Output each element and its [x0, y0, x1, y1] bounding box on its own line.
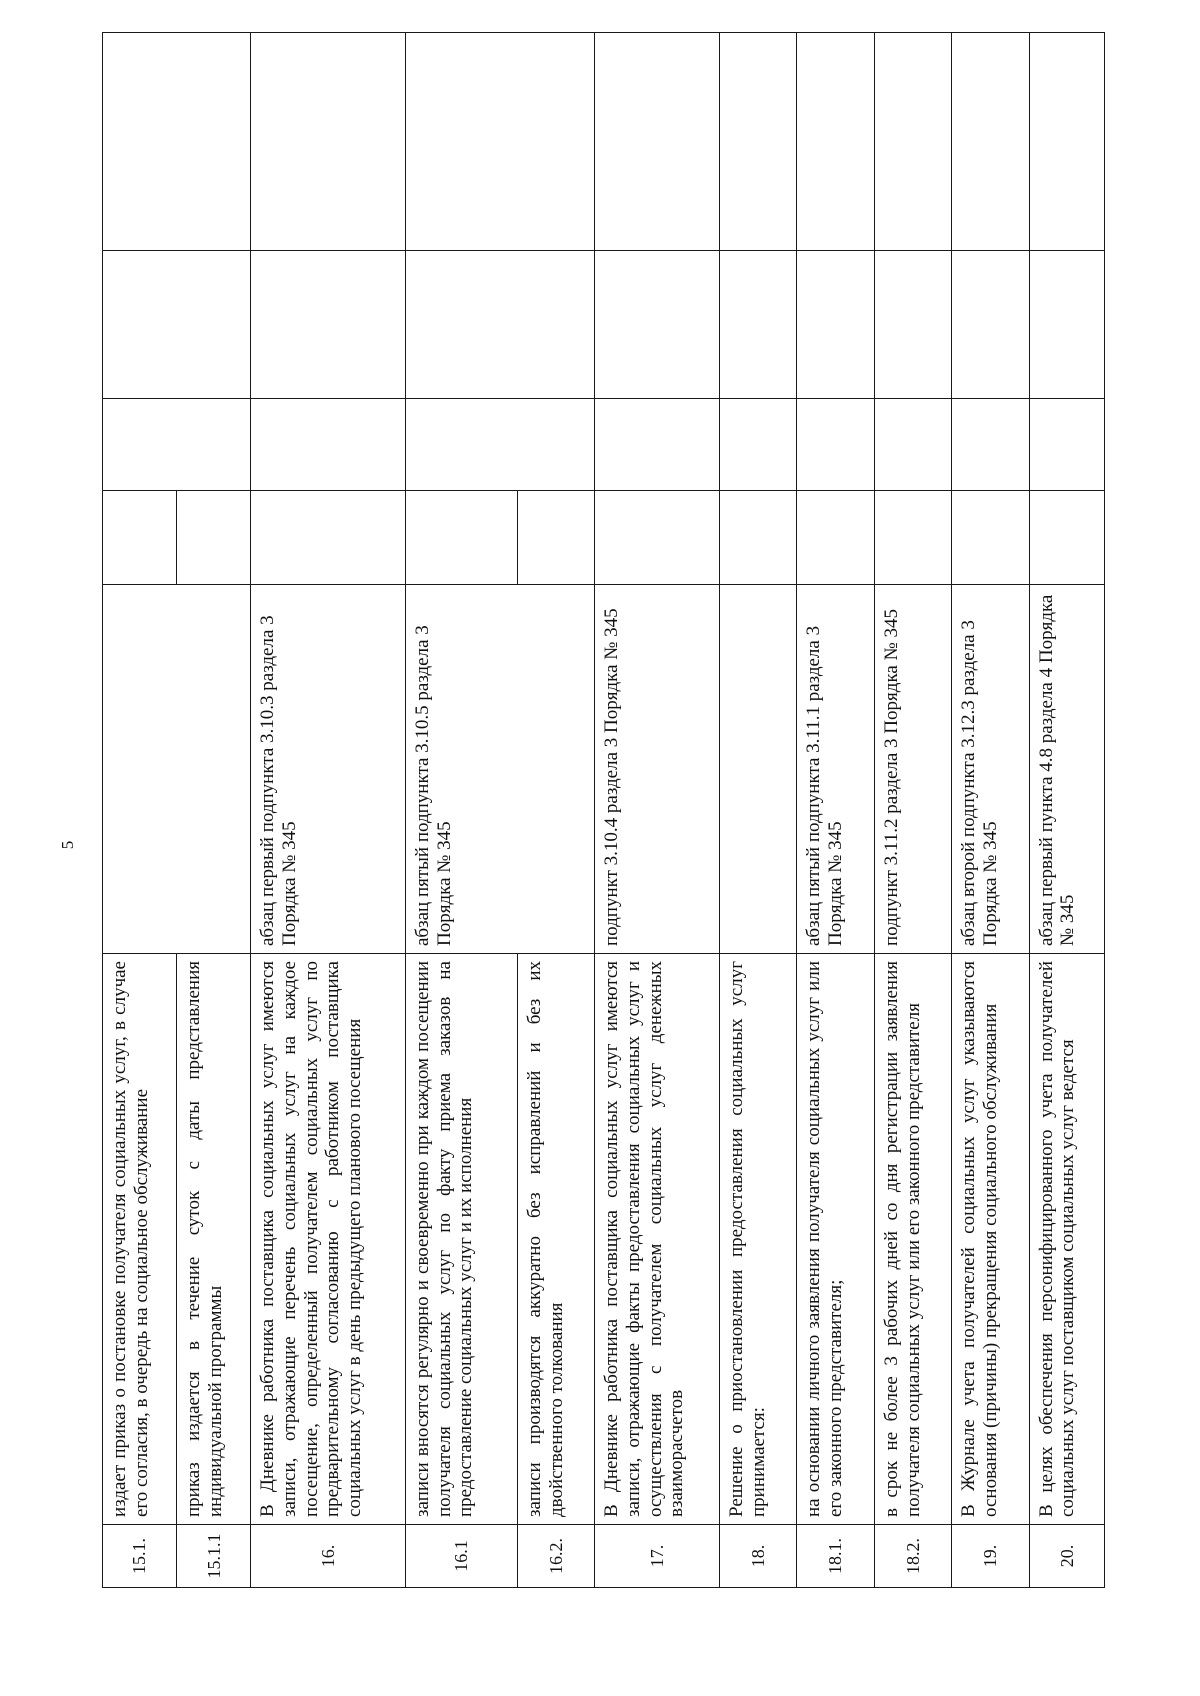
- row-number: 16.2.: [517, 1525, 594, 1588]
- row-reference: абзац первый подпункта 3.10.3 раздела 3 Порядка № 345: [251, 585, 406, 954]
- blank-cell: [797, 33, 874, 251]
- table-row: [595, 33, 720, 1588]
- row-reference: абзац первый пункта 4.8 раздела 4 Порядка № 345: [1029, 585, 1104, 954]
- blank-cell: [720, 399, 797, 491]
- blank-cell: [720, 491, 797, 585]
- blank-cell: [595, 251, 720, 399]
- blank-cell: [952, 399, 1029, 491]
- blank-cell: [103, 33, 251, 251]
- row-number: 15.1.1: [177, 1525, 251, 1588]
- blank-cell: [797, 491, 874, 585]
- blank-cell: [406, 491, 518, 585]
- blank-cell: [1029, 399, 1104, 491]
- blank-cell: [517, 491, 594, 585]
- blank-cell: [103, 491, 177, 585]
- blank-cell: [595, 491, 720, 585]
- blank-cell: [797, 399, 874, 491]
- table-row: [406, 33, 518, 1588]
- blank-cell: [251, 251, 406, 399]
- blank-cell: [595, 33, 720, 251]
- row-number: 16.1: [406, 1525, 518, 1588]
- row-text: записи производятся аккуратно без исправлений и без их двойственного толкования: [517, 954, 594, 1525]
- row-text: в срок не более 3 рабочих дней со дня регистрации заявления получателя социальных услуг или его законного представителя: [874, 954, 951, 1525]
- blank-cell: [720, 251, 797, 399]
- row-number: 15.1.: [103, 1525, 177, 1588]
- table-row: [874, 33, 951, 1588]
- row-text: издает приказ о постановке получателя социальных услуг, в случае его согласия, в очередь на социальное обслуживание: [103, 954, 177, 1525]
- table-row: [720, 33, 797, 1588]
- blank-cell: [406, 251, 595, 399]
- blank-cell: [595, 399, 720, 491]
- table-row: [251, 33, 406, 1588]
- row-text: В Дневнике работника поставщика социальных услуг имеются записи, отражающие перечень социальных услуг на каждое посещение, определенный получателем социальных услуг по предварительному согласованию с работником поставщика социальных услуг в день предыдущего планового посещения: [251, 954, 406, 1525]
- table-row: [103, 33, 177, 1588]
- blank-cell: [251, 399, 406, 491]
- row-reference: [720, 585, 797, 954]
- blank-cell: [103, 251, 251, 399]
- blank-cell: [1029, 251, 1104, 399]
- blank-cell: [874, 491, 951, 585]
- row-reference: абзац пятый подпункта 3.10.5 раздела 3 Порядка № 345: [406, 585, 595, 954]
- blank-cell: [720, 33, 797, 251]
- table-row: [952, 33, 1029, 1588]
- row-reference: абзац второй подпункта 3.12.3 раздела 3 Порядка № 345: [952, 585, 1029, 954]
- row-number: 18.2.: [874, 1525, 951, 1588]
- row-reference: абзац пятый подпункта 3.11.1 раздела 3 Порядка № 345: [797, 585, 874, 954]
- row-number: 18.1.: [797, 1525, 874, 1588]
- blank-cell: [952, 251, 1029, 399]
- blank-cell: [797, 251, 874, 399]
- blank-cell: [952, 491, 1029, 585]
- row-reference: подпункт 3.10.4 раздела 3 Порядка № 345: [595, 585, 720, 954]
- blank-cell: [406, 33, 595, 251]
- blank-cell: [103, 399, 251, 491]
- blank-cell: [1029, 33, 1104, 251]
- page-number: 5: [58, 840, 77, 850]
- row-number: 16.: [251, 1525, 406, 1588]
- rotated-table-wrapper: [102, 33, 1105, 1588]
- row-number: 18.: [720, 1525, 797, 1588]
- row-reference: подпункт 3.11.2 раздела 3 Порядка № 345: [874, 585, 951, 954]
- blank-cell: [1029, 491, 1104, 585]
- blank-cell: [952, 33, 1029, 251]
- row-text: на основании личного заявления получателя социальных услуг или его законного представителя;: [797, 954, 874, 1525]
- row-text: В Дневнике работника поставщика социальных услуг имеются записи, отражающие факты предоставления социальных услуг и осуществления с получателем социальных услуг денежных взаиморасчетов: [595, 954, 720, 1525]
- blank-cell: [251, 33, 406, 251]
- blank-cell: [406, 399, 595, 491]
- blank-cell: [874, 33, 951, 251]
- row-text: приказ издается в течение суток с даты представления индивидуальной программы: [177, 954, 251, 1525]
- blank-cell: [874, 399, 951, 491]
- blank-cell: [177, 491, 251, 585]
- row-number: 17.: [595, 1525, 720, 1588]
- row-reference: [103, 585, 251, 954]
- row-number: 20.: [1029, 1525, 1104, 1588]
- row-text: Решение о приостановлении предоставления социальных услуг принимается:: [720, 954, 797, 1525]
- row-number: 19.: [952, 1525, 1029, 1588]
- blank-cell: [251, 491, 406, 585]
- row-text: В Журнале учета получателей социальных услуг указываются основания (причины) прекращения социального обслуживания: [952, 954, 1029, 1525]
- row-text: записи вносятся регулярно и своевременно при каждом посещении получателя социальных услуг по факту приема заказов на предоставление социальных услуг и их исполнения: [406, 954, 518, 1525]
- table-row: [797, 33, 874, 1588]
- row-text: В целях обеспечения персонифицированного учета получателей социальных услуг поставщиком социальных услуг ведется: [1029, 954, 1104, 1525]
- blank-cell: [874, 251, 951, 399]
- table-row: [1029, 33, 1104, 1588]
- criteria-table: [102, 32, 1105, 1588]
